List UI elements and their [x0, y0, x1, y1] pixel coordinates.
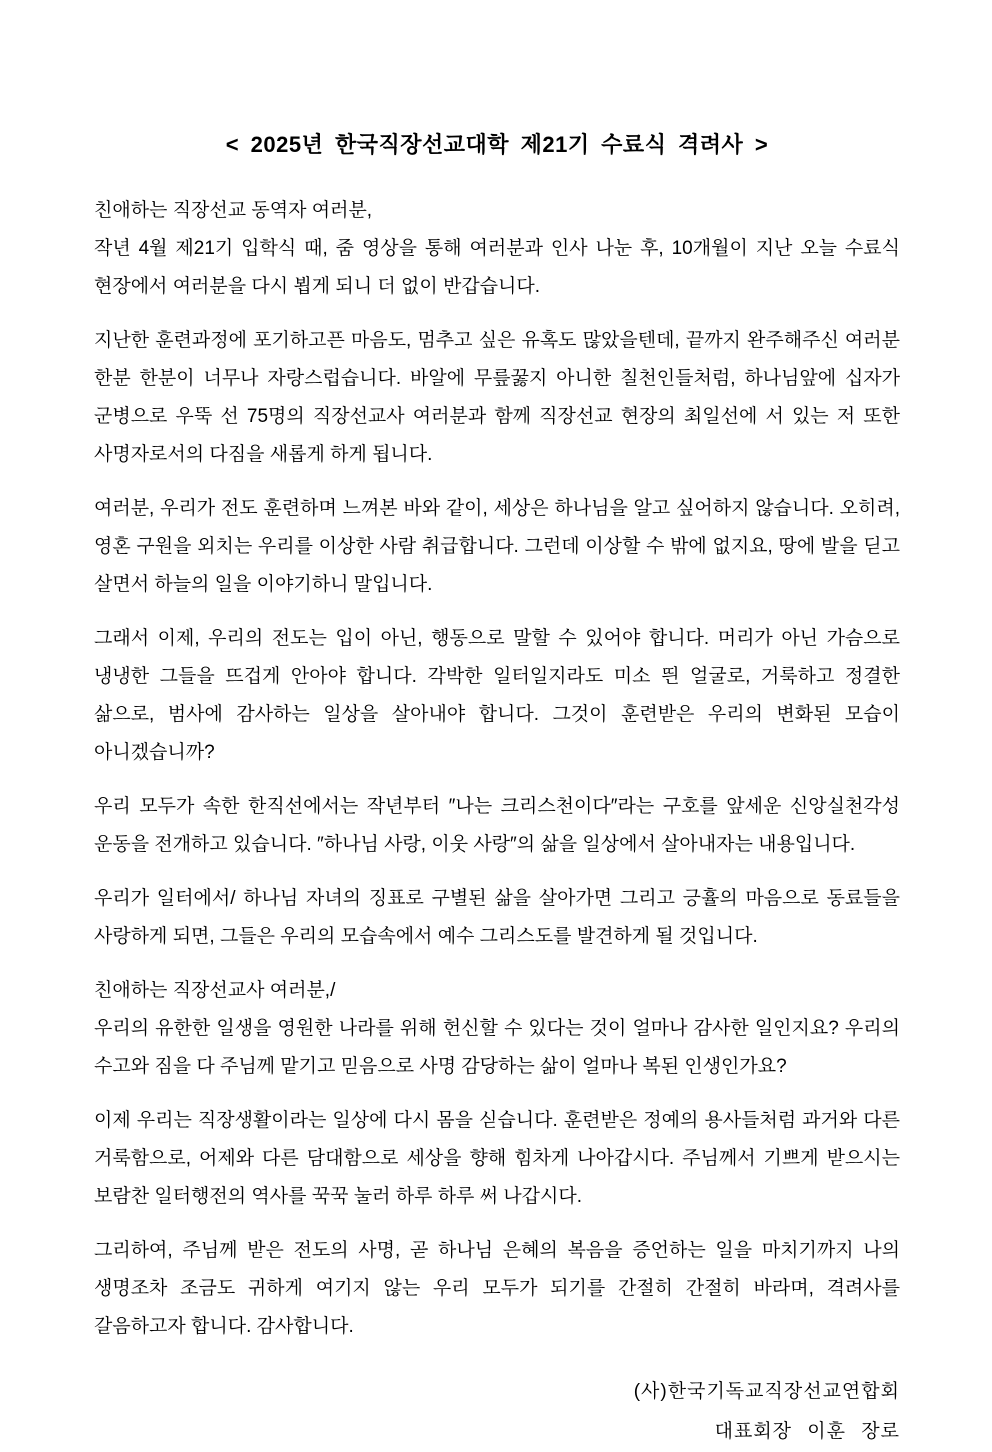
paragraph-action — [94, 620, 900, 772]
paragraph-line: 친애하는 직장선교 동역자 여러분, — [94, 200, 373, 221]
paragraph-line: 여러분, 우리가 전도 훈련하며 느껴본 바와 같이, 세상은 하나님을 알고 싶어하지 않습니다. 오히려, 영혼 구원을 외치는 우리를 이상한 사람 취급합니다. 그런데 이상할 수 밖에 없지요, 땅에 발을 딛고 살면서 하늘의 일을 이야기하니 말입니다. — [94, 498, 900, 595]
paragraph-line: 우리가 일터에서/ 하나님 자녀의 징표로 구별된 삶을 살아가면 그리고 긍휼의 마음으로 동료들을 사랑하게 되면, 그들은 우리의 모습속에서 예수 그리스도를 발견하게 될 것입니다. — [94, 888, 900, 947]
paragraph-line: 이제 우리는 직장생활이라는 일상에 다시 몸을 싣습니다. 훈련받은 정예의 용사들처럼 과거와 다른 거룩함으로, 어제와 다른 담대함으로 세상을 향해 힘차게 나아갑시다. 주님께서 기쁘게 받으시는 보람찬 일터행전의 역사를 꾹꾹 눌러 하루 하루 써 나갑시다. — [94, 1110, 900, 1207]
paragraph-world — [94, 490, 900, 604]
paragraph-workplace — [94, 880, 900, 956]
signature-signer: 대표회장 이훈 장로 — [714, 1421, 900, 1442]
paragraph-return — [94, 1102, 900, 1216]
paragraph-training — [94, 322, 900, 474]
paragraph-line: 그리하여, 주님께 받은 전도의 사명, 곧 하나님 은혜의 복음을 증언하는 일을 마치기까지 나의 생명조차 조금도 귀하게 여기지 않는 우리 모두가 되기를 간절히 간절히 바라며, 격려사를 갈음하고자 합니다. 감사합니다. — [94, 1240, 900, 1337]
paragraph-line: 그래서 이제, 우리의 전도는 입이 아닌, 행동으로 말할 수 있어야 합니다. 머리가 아닌 가슴으로 냉냉한 그들을 뜨겁게 안아야 합니다. 각박한 일터일지라도 미소 띈 얼굴로, 거룩하고 정결한 삶으로, 범사에 감사하는 일상을 살아내야 합니다. 그것이 훈련받은 우리의 변화된 모습이 아니겠습니까? — [94, 628, 900, 763]
paragraph-closing — [94, 1232, 900, 1346]
paragraph-line: 우리의 유한한 일생을 영원한 나라를 위해 헌신할 수 있다는 것이 얼마나 감사한 일인지요? 우리의 수고와 짐을 다 주님께 맡기고 믿음으로 사명 감당하는 삶이 얼마나 복된 인생인가요? — [94, 1018, 900, 1077]
paragraph-dedication — [94, 972, 900, 1086]
paragraph-greeting — [94, 192, 900, 306]
paragraph-slogan — [94, 788, 900, 864]
signature-org: (사)한국기독교직장선교연합회 — [633, 1381, 900, 1402]
paragraph-line: 우리 모두가 속한 한직선에서는 작년부터 ″나는 크리스천이다″라는 구호를 앞세운 신앙실천각성 운동을 전개하고 있습니다. ″하나님 사랑, 이웃 사랑″의 삶을 일상에서 살아내자는 내용입니다. — [94, 796, 900, 855]
paragraph-line: 지난한 훈련과정에 포기하고픈 마음도, 멈추고 싶은 유혹도 많았을텐데, 끝까지 완주해주신 여러분 한분 한분이 너무나 자랑스럽습니다. 바알에 무릎꿇지 아니한 칠천인들처럼, 하나님앞에 십자가 군병으로 우뚝 선 75명의 직장선교사 여러분과 함께 직장선교 현장의 최일선에 서 있는 저 또한 사명자로서의 다짐을 새롭게 하게 됩니다. — [94, 330, 900, 465]
paragraph-line: 작년 4월 제21기 입학식 때, 줌 영상을 통해 여러분과 인사 나눈 후, 10개월이 지난 오늘 수료식 현장에서 여러분을 다시 뵙게 되니 더 없이 반갑습니다. — [94, 238, 900, 297]
paragraph-line: 친애하는 직장선교사 여러분,/ — [94, 980, 336, 1001]
document-title: < 2025년 한국직장선교대학 제21기 수료식 격려사 > — [225, 132, 769, 157]
signature-block — [94, 1372, 900, 1452]
